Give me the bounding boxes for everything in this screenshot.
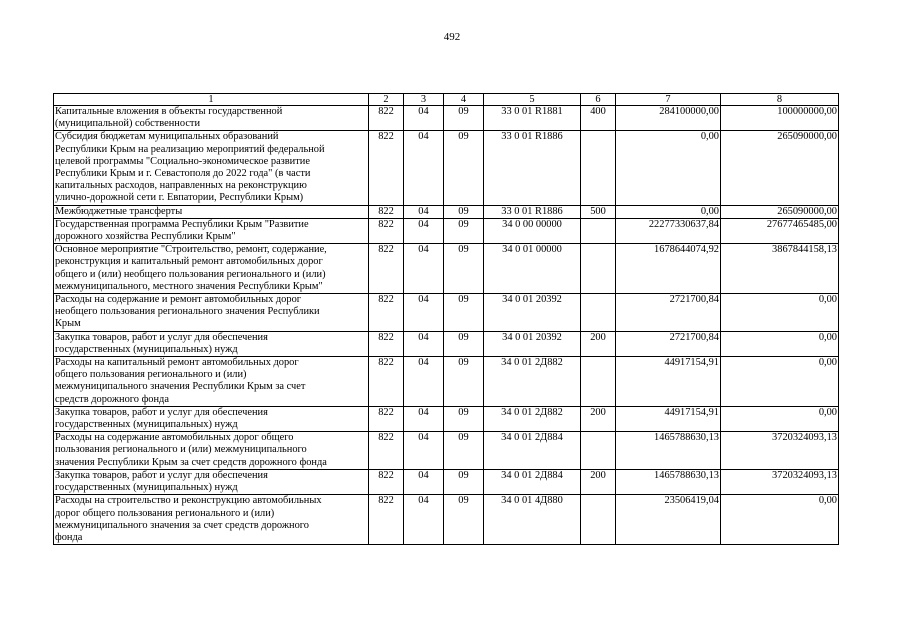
ministry-code-cell: 822 xyxy=(369,495,404,545)
section-cell: 04 xyxy=(404,331,444,356)
item-name-line: межмуниципального значения за счет средств дорожного xyxy=(55,519,309,531)
ministry-code-cell: 822 xyxy=(369,218,404,243)
item-name-line: капитальных расходов, направленных на реконструкцию xyxy=(55,180,307,192)
item-name-cell xyxy=(54,331,369,356)
target-article-cell: 34 0 01 20392 xyxy=(484,294,581,332)
item-name-line: Расходы на строительство и реконструкцию автомобильных xyxy=(55,495,322,507)
ministry-code-cell: 822 xyxy=(369,131,404,205)
item-name-line: Закупка товаров, работ и услуг для обеспечения xyxy=(55,406,268,418)
item-name-line: (муниципальной) собственности xyxy=(55,118,201,130)
amount-col8-cell: 27677465485,00 xyxy=(721,218,839,243)
item-name-line: Капитальные вложения в объекты государственной xyxy=(55,106,283,117)
subsection-cell: 09 xyxy=(444,294,484,332)
expense-type-cell xyxy=(581,218,616,243)
subsection-cell: 09 xyxy=(444,469,484,494)
header-cell-1: 1 xyxy=(54,94,369,106)
section-cell: 04 xyxy=(404,131,444,205)
target-article-cell: 34 0 01 2Д882 xyxy=(484,357,581,407)
table-row xyxy=(54,244,839,294)
header-row xyxy=(54,94,839,106)
item-name-line: Закупка товаров, работ и услуг для обеспечения xyxy=(55,469,268,481)
amount-col7-cell: 44917154,91 xyxy=(616,357,721,407)
subsection-cell: 09 xyxy=(444,495,484,545)
table-row xyxy=(54,357,839,407)
item-name-cell xyxy=(54,432,369,470)
subsection-cell: 09 xyxy=(444,205,484,218)
item-name-line: Расходы на капитальный ремонт автомобильных дорог xyxy=(55,357,299,369)
target-article-cell: 34 0 01 00000 xyxy=(484,244,581,294)
amount-col7-cell: 1465788630,13 xyxy=(616,432,721,470)
item-name-line: пользования регионального и (или) межмуниципального xyxy=(55,444,307,456)
section-cell: 04 xyxy=(404,495,444,545)
target-article-cell: 34 0 01 2Д884 xyxy=(484,432,581,470)
ministry-code-cell: 822 xyxy=(369,406,404,431)
expense-type-cell xyxy=(581,357,616,407)
ministry-code-cell: 822 xyxy=(369,294,404,332)
header-cell-8: 8 xyxy=(721,94,839,106)
item-name-line: Закупка товаров, работ и услуг для обеспечения xyxy=(55,331,268,343)
expense-type-cell: 500 xyxy=(581,205,616,218)
section-cell: 04 xyxy=(404,357,444,407)
item-name-line: значения Республики Крым за счет средств дорожного фонда xyxy=(55,456,327,468)
section-cell: 04 xyxy=(404,244,444,294)
item-name-line: Расходы на содержание автомобильных дорог общего xyxy=(55,432,294,444)
table-row xyxy=(54,106,839,131)
item-name-line: Республики Крым на реализацию мероприятий федеральной xyxy=(55,143,325,155)
target-article-cell: 34 0 01 2Д882 xyxy=(484,406,581,431)
amount-col7-cell: 23506419,04 xyxy=(616,495,721,545)
amount-col8-cell: 0,00 xyxy=(721,357,839,407)
amount-col7-cell: 2721700,84 xyxy=(616,294,721,332)
target-article-cell: 33 0 01 R1881 xyxy=(484,106,581,131)
target-article-cell: 33 0 01 R1886 xyxy=(484,205,581,218)
item-name-line: необщего пользования регионального значения Республики xyxy=(55,306,320,318)
subsection-cell: 09 xyxy=(444,357,484,407)
table-row xyxy=(54,294,839,332)
item-name-line: целевой программы "Социально-экономическое развитие xyxy=(55,155,310,167)
table-row xyxy=(54,495,839,545)
item-name-cell xyxy=(54,244,369,294)
ministry-code-cell: 822 xyxy=(369,432,404,470)
subsection-cell: 09 xyxy=(444,106,484,131)
amount-col8-cell: 100000000,00 xyxy=(721,106,839,131)
ministry-code-cell: 822 xyxy=(369,331,404,356)
item-name-line: общего пользования регионального и (или) xyxy=(55,369,247,381)
item-name-cell xyxy=(54,218,369,243)
item-name-line: государственных (муниципальных) нужд xyxy=(55,343,238,355)
table-row xyxy=(54,205,839,218)
item-name-line: улично-дорожной сети г. Евпатории, Республики Крым) xyxy=(55,192,304,204)
item-name-line: реконструкция и капитальный ремонт автомобильных дорог xyxy=(55,256,323,268)
expense-type-cell: 200 xyxy=(581,331,616,356)
item-name-cell xyxy=(54,106,369,131)
header-cell-2: 2 xyxy=(369,94,404,106)
table-row xyxy=(54,432,839,470)
amount-col8-cell: 0,00 xyxy=(721,294,839,332)
item-name-line: Основное мероприятие "Строительство, ремонт, содержание, xyxy=(55,244,327,256)
page-number: 492 xyxy=(443,31,461,43)
subsection-cell: 09 xyxy=(444,406,484,431)
subsection-cell: 09 xyxy=(444,331,484,356)
item-name-line: общего и (или) необщего пользования регионального и (или) xyxy=(55,268,326,280)
table-row xyxy=(54,331,839,356)
item-name-line: Межбюджетные трансферты xyxy=(55,205,183,217)
header-cell-4: 4 xyxy=(444,94,484,106)
amount-col8-cell: 0,00 xyxy=(721,331,839,356)
item-name-cell xyxy=(54,131,369,205)
item-name-line: Государственная программа Республики Крым "Развитие xyxy=(55,218,309,230)
item-name-line: Расходы на содержание и ремонт автомобильных дорог xyxy=(55,294,302,306)
amount-col7-cell: 2721700,84 xyxy=(616,331,721,356)
ministry-code-cell: 822 xyxy=(369,244,404,294)
target-article-cell: 34 0 01 20392 xyxy=(484,331,581,356)
amount-col7-cell: 1465788630,13 xyxy=(616,469,721,494)
subsection-cell: 09 xyxy=(444,432,484,470)
target-article-cell: 33 0 01 R1886 xyxy=(484,131,581,205)
item-name-line: Крым xyxy=(55,318,81,330)
ministry-code-cell: 822 xyxy=(369,469,404,494)
expense-type-cell: 400 xyxy=(581,106,616,131)
header-cell-6: 6 xyxy=(581,94,616,106)
target-article-cell: 34 0 01 4Д880 xyxy=(484,495,581,545)
header-cell-5: 5 xyxy=(484,94,581,106)
section-cell: 04 xyxy=(404,106,444,131)
item-name-cell xyxy=(54,406,369,431)
item-name-line: межмуниципального, местного значения Республики Крым" xyxy=(55,280,323,292)
section-cell: 04 xyxy=(404,432,444,470)
header-cell-3: 3 xyxy=(404,94,444,106)
expense-type-cell xyxy=(581,495,616,545)
item-name-line: фонда xyxy=(55,531,83,543)
table-row xyxy=(54,469,839,494)
subsection-cell: 09 xyxy=(444,218,484,243)
amount-col8-cell: 265090000,00 xyxy=(721,131,839,205)
amount-col8-cell: 3720324093,13 xyxy=(721,432,839,470)
ministry-code-cell: 822 xyxy=(369,357,404,407)
target-article-cell: 34 0 01 2Д884 xyxy=(484,469,581,494)
header-cell-7: 7 xyxy=(616,94,721,106)
amount-col7-cell: 1678644074,92 xyxy=(616,244,721,294)
section-cell: 04 xyxy=(404,294,444,332)
amount-col7-cell: 0,00 xyxy=(616,131,721,205)
item-name-line: Республики Крым и г. Севастополя до 2022 года" (в части xyxy=(55,168,311,180)
section-cell: 04 xyxy=(404,406,444,431)
item-name-line: дорог общего пользования регионального и (или) xyxy=(55,507,275,519)
item-name-cell xyxy=(54,294,369,332)
item-name-cell xyxy=(54,205,369,218)
expense-type-cell xyxy=(581,244,616,294)
amount-col8-cell: 0,00 xyxy=(721,495,839,545)
amount-col8-cell: 265090000,00 xyxy=(721,205,839,218)
item-name-line: средств дорожного фонда xyxy=(55,393,169,405)
table-row xyxy=(54,406,839,431)
section-cell: 04 xyxy=(404,218,444,243)
amount-col7-cell: 284100000,00 xyxy=(616,106,721,131)
section-cell: 04 xyxy=(404,469,444,494)
item-name-cell xyxy=(54,495,369,545)
expense-type-cell: 200 xyxy=(581,469,616,494)
expense-type-cell: 200 xyxy=(581,406,616,431)
amount-col7-cell: 0,00 xyxy=(616,205,721,218)
amount-col8-cell: 0,00 xyxy=(721,406,839,431)
target-article-cell: 34 0 00 00000 xyxy=(484,218,581,243)
expense-type-cell xyxy=(581,432,616,470)
table-body xyxy=(54,106,839,545)
expense-type-cell xyxy=(581,131,616,205)
amount-col8-cell: 3867844158,13 xyxy=(721,244,839,294)
amount-col7-cell: 22277330637,84 xyxy=(616,218,721,243)
item-name-line: государственных (муниципальных) нужд xyxy=(55,482,238,494)
section-cell: 04 xyxy=(404,205,444,218)
expense-type-cell xyxy=(581,294,616,332)
item-name-line: Субсидия бюджетам муниципальных образований xyxy=(55,131,279,143)
subsection-cell: 09 xyxy=(444,131,484,205)
item-name-line: государственных (муниципальных) нужд xyxy=(55,419,238,431)
table-row xyxy=(54,131,839,205)
amount-col8-cell: 3720324093,13 xyxy=(721,469,839,494)
ministry-code-cell: 822 xyxy=(369,205,404,218)
subsection-cell: 09 xyxy=(444,244,484,294)
ministry-code-cell: 822 xyxy=(369,106,404,131)
item-name-line: дорожного хозяйства Республики Крым" xyxy=(55,231,236,243)
item-name-line: межмуниципального значения Республики Крым за счет xyxy=(55,381,306,393)
amount-col7-cell: 44917154,91 xyxy=(616,406,721,431)
budget-table xyxy=(53,93,839,545)
item-name-cell xyxy=(54,357,369,407)
item-name-cell xyxy=(54,469,369,494)
table-row xyxy=(54,218,839,243)
